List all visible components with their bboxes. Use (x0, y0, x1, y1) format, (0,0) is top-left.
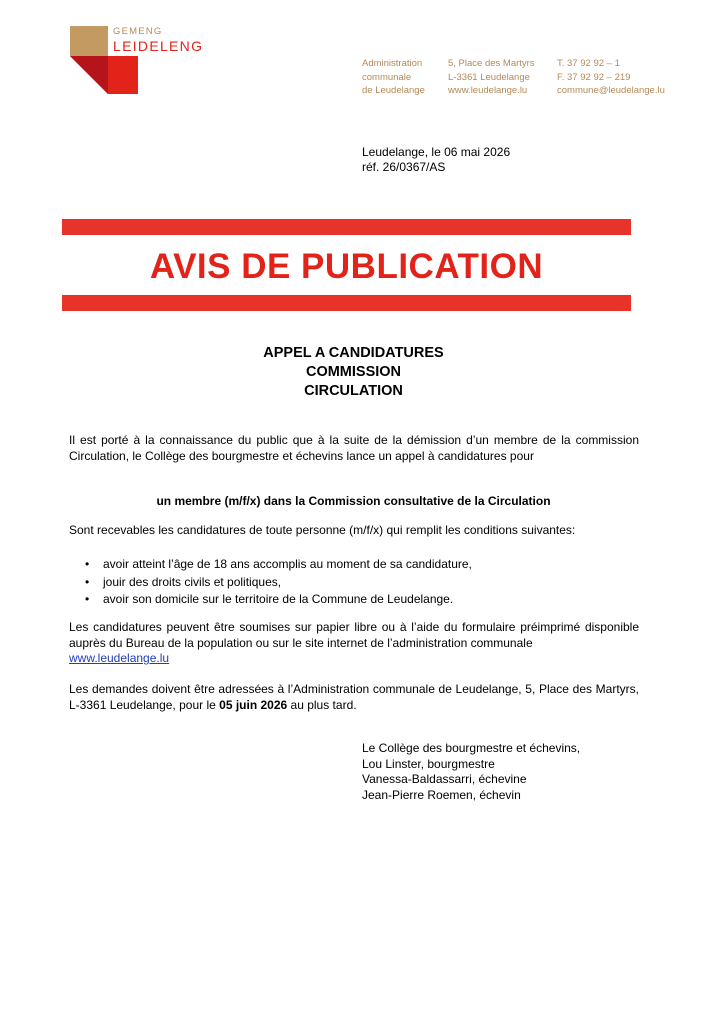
submission-text: Les candidatures peuvent être soumises sur papier libre ou à l’aide du formulaire préimprimé disponible auprès du Bureau de la population ou sur le site internet de l’administration communale (69, 620, 639, 650)
address-line: communale (362, 71, 412, 83)
address-column-contact (557, 57, 665, 98)
deadline-date: 05 juin 2026 (219, 697, 288, 712)
signature-line: Le Collège des bourgmestre et échevins, (362, 741, 581, 755)
address-line: de Leudelange (362, 85, 425, 96)
subtitle-line: COMMISSION (305, 364, 402, 380)
page-title: AVIS DE PUBLICATION (149, 247, 544, 286)
signature-line: Lou Linster, bourgmestre (362, 756, 495, 771)
bullet-icon: • (85, 592, 90, 606)
subtitle-line: CIRCULATION (304, 383, 403, 399)
signature-block (362, 741, 580, 803)
list-item (69, 556, 472, 574)
subtitle-line: APPEL A CANDIDATURES (263, 345, 444, 361)
date-line: Leudelange, le 06 mai 2026 (362, 145, 511, 159)
list-item-text: jouir des droits civils et politiques, (103, 574, 282, 589)
deadline-end: au plus tard. (290, 697, 357, 712)
brand-name-small: GEMENG (113, 26, 163, 37)
red-divider-bottom (62, 295, 631, 311)
address-column-administration (362, 57, 425, 98)
address-column-street (448, 57, 535, 98)
signature-line: Vanessa-Baldassarri, échevine (362, 772, 527, 786)
fax-line: F. 37 92 92 – 219 (557, 71, 631, 83)
position-heading: un membre (m/f/x) dans la Commission consultative de la Circulation (156, 494, 551, 508)
brand-name (113, 26, 203, 54)
reference-line: réf. 26/0367/AS (362, 160, 446, 174)
phone-line: T. 37 92 92 – 1 (557, 58, 620, 69)
subtitle-block (62, 344, 645, 401)
deadline-text: Les demandes doivent être adressées à l’Administration communale de Leudelange, 5, Place des Martyrs, L-3361 Leudelange, pour le (69, 682, 639, 712)
intro-paragraph: Il est porté à la connaissance du public que à la suite de la démission d’un membre de la commission Circulation, le Collège des bourgmestre et échevins lance un appel à candidatures pour (69, 433, 639, 463)
conditions-list (69, 556, 472, 609)
address-line: L-3361 Leudelange (448, 71, 530, 83)
red-divider-top (62, 219, 631, 235)
website-link[interactable]: www.leudelange.lu (69, 651, 170, 665)
brand-name-big: LEIDELENG (113, 38, 204, 54)
conditions-intro: Sont recevables les candidatures de toute personne (m/f/x) qui remplit les conditions suivantes: (69, 523, 576, 537)
list-item-text: avoir atteint l’âge de 18 ans accomplis au moment de sa candidature, (103, 557, 472, 571)
address-line: Administration (362, 58, 423, 69)
address-line: www.leudelange.lu (448, 85, 528, 96)
signature-line: Jean-Pierre Roemen, échevin (362, 787, 521, 802)
list-item (69, 591, 472, 609)
bullet-icon: • (85, 574, 90, 589)
email-line: commune@leudelange.lu (557, 85, 665, 96)
submission-paragraph (69, 620, 639, 667)
date-block (362, 145, 510, 175)
deadline-paragraph (69, 682, 639, 713)
list-item (69, 574, 472, 592)
address-line: 5, Place des Martyrs (448, 58, 535, 69)
list-item-text: avoir son domicile sur le territoire de la Commune de Leudelange. (103, 592, 454, 606)
bullet-icon: • (85, 557, 90, 571)
